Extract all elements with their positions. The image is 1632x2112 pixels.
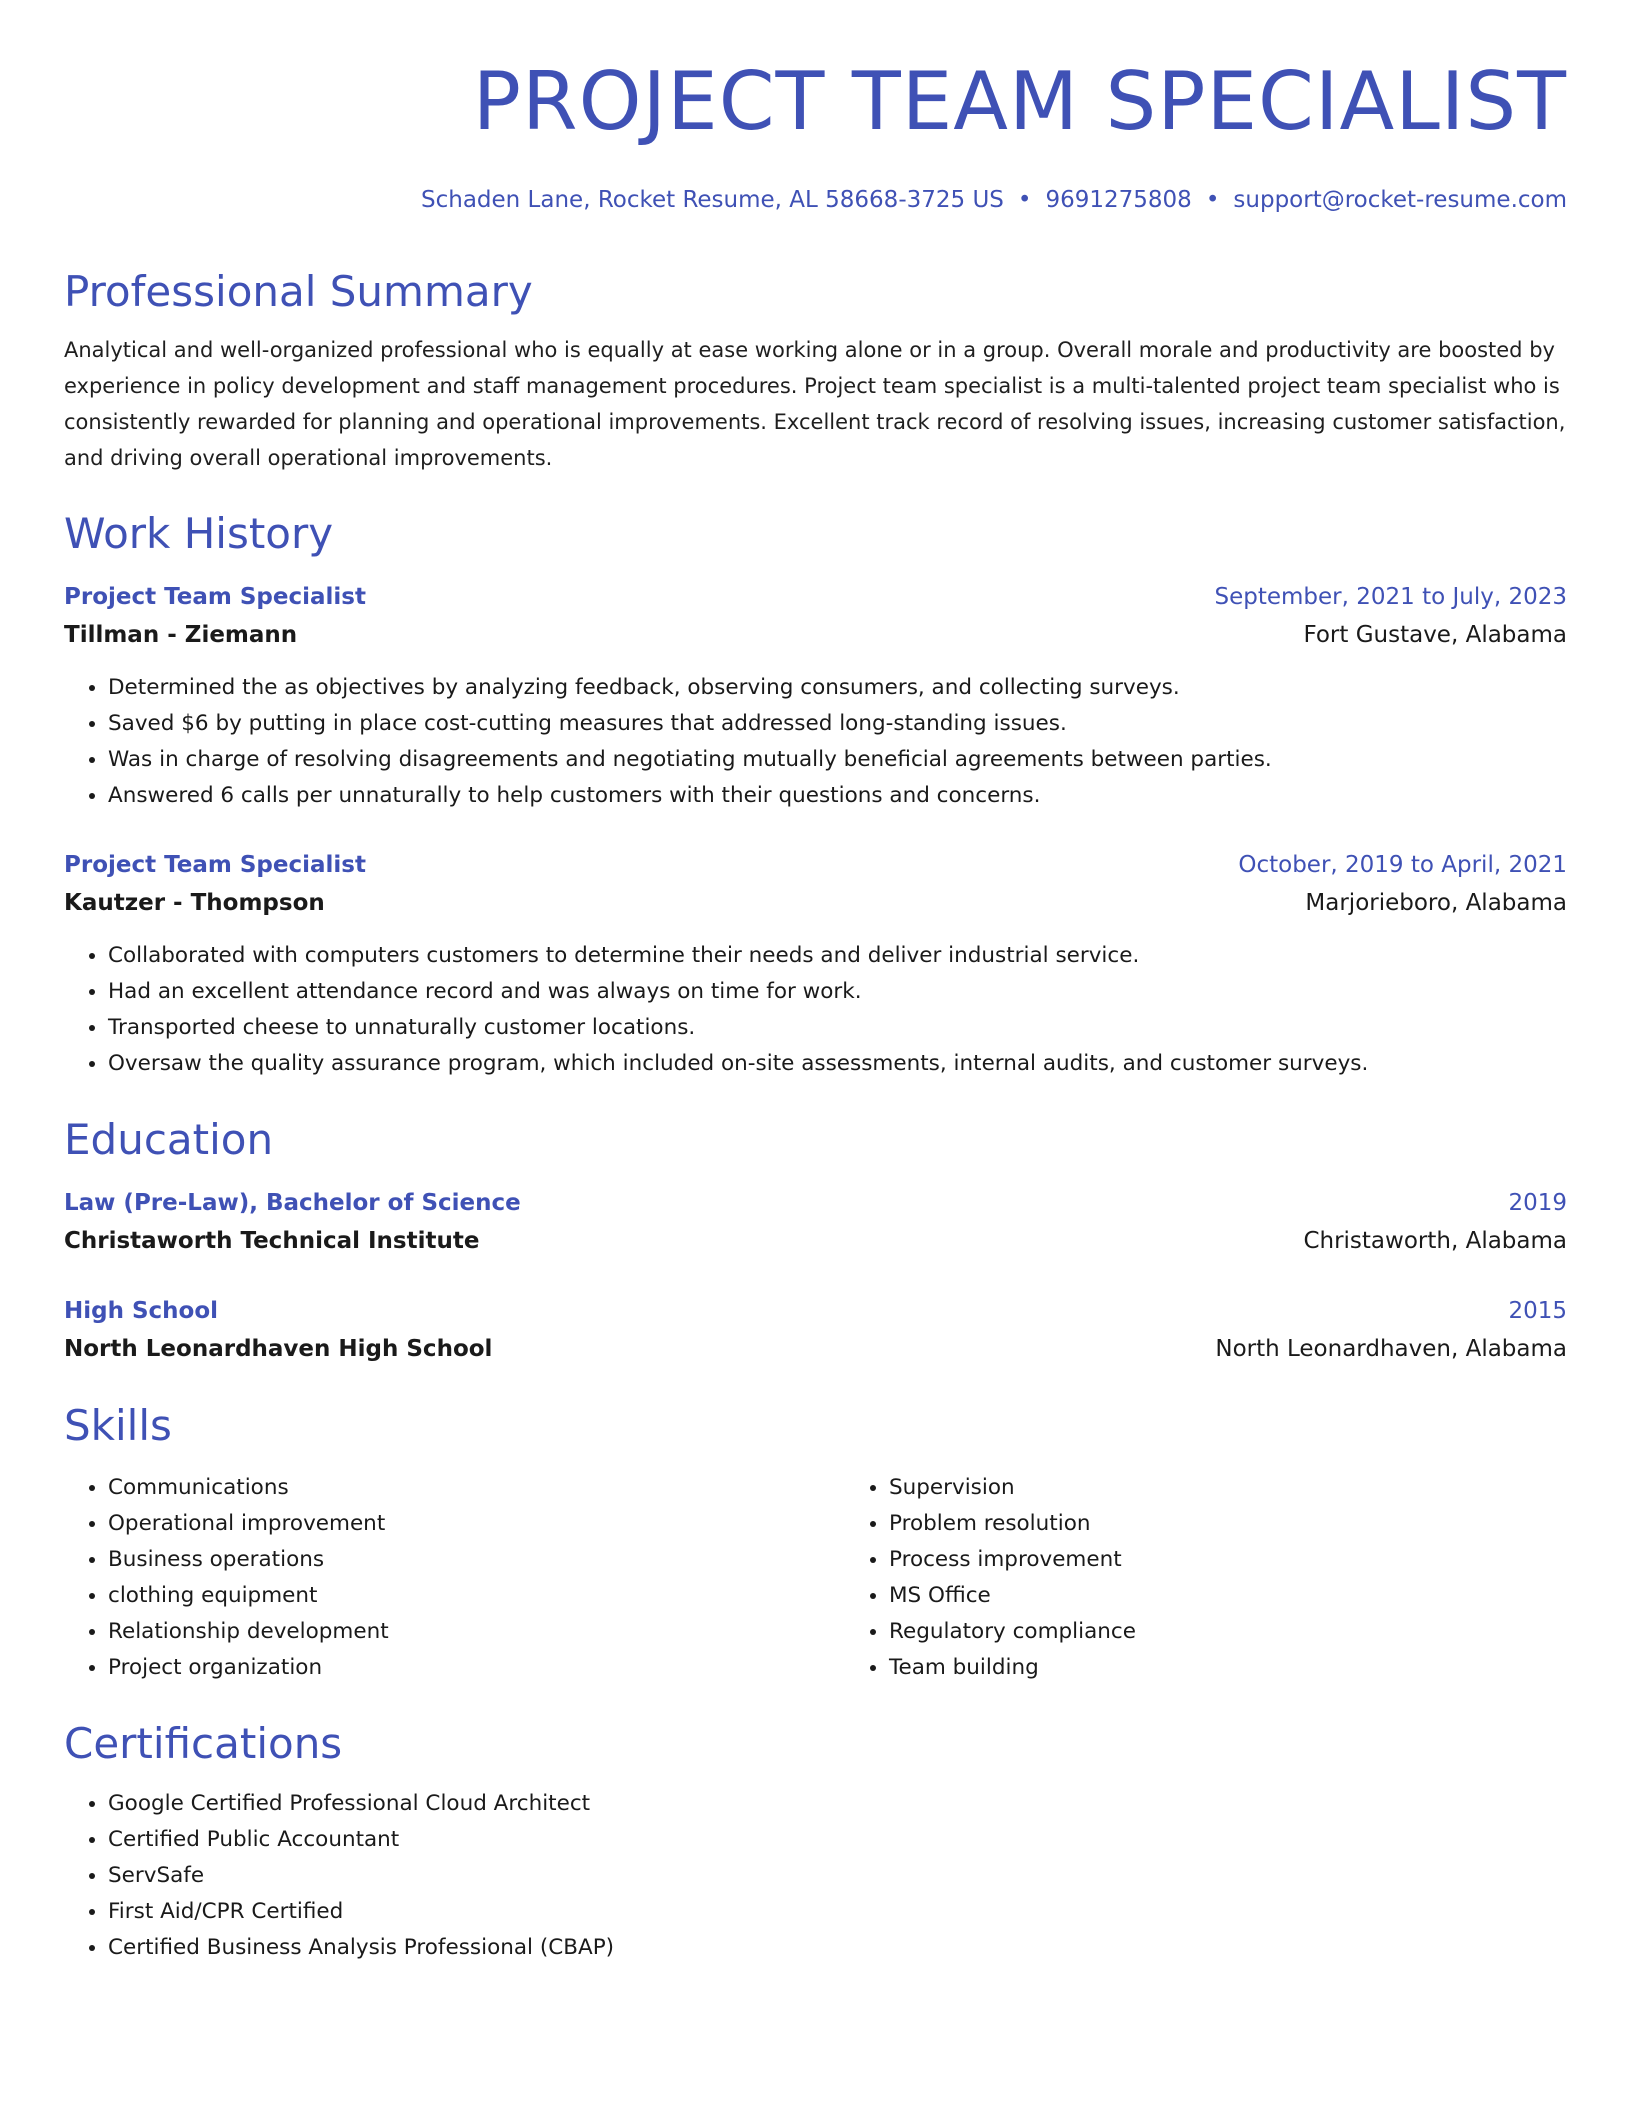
contact-email: support@rocket-resume.com [1233, 187, 1567, 213]
education-entry [64, 1292, 1567, 1368]
job-dates: October, 2019 to April, 2021 [1238, 852, 1567, 878]
job-bullets [64, 938, 1567, 1082]
job-entry [64, 578, 1567, 814]
skill-item: • MS Office [889, 1578, 1567, 1614]
certification-item: • Google Certified Professional Cloud Architect [108, 1786, 1567, 1822]
job-company: Kautzer - Thompson [64, 890, 325, 916]
skills-right-list [845, 1470, 1567, 1686]
job-bullet: • Was in charge of resolving disagreements and negotiating mutually beneficial agreements between parties. [108, 742, 1567, 778]
job-bullet: • Oversaw the quality assurance program, which included on-site assessments, internal audits, and customer surveys. [108, 1046, 1567, 1082]
certifications-heading: Certifications [64, 1719, 343, 1768]
contact-separator: • [1205, 187, 1220, 213]
education-degree: Law (Pre-Law), Bachelor of Science [64, 1190, 521, 1216]
summary-heading: Professional Summary [64, 267, 533, 316]
education-year: 2015 [1508, 1298, 1567, 1324]
skill-item: • Process improvement [889, 1542, 1567, 1578]
education-school: Christaworth Technical Institute [64, 1228, 480, 1254]
skills-section [64, 1400, 1567, 1686]
summary-text: Analytical and well-organized professional who is equally at ease working alone or in a group. Overall morale and productivity are boosted by experience in policy development and staff management procedures. Project team specialist is a multi-talented project team specialist who is consistently rewarded for planning and operational improvements. Excellent track record of resolving issues, increasing customer satisfaction, and driving overall operational improvements. [64, 338, 1566, 470]
skills-heading: Skills [64, 1401, 172, 1450]
job-title: Project Team Specialist [64, 584, 366, 610]
job-location: Marjorieboro, Alabama [1305, 890, 1567, 916]
job-bullet: • Determined the as objectives by analyzing feedback, observing consumers, and collecting surveys. [108, 670, 1567, 706]
contact-address: Schaden Lane, Rocket Resume, AL 58668-3725 US [421, 187, 1004, 213]
skill-item: • clothing equipment [108, 1578, 845, 1614]
skill-item: • Business operations [108, 1542, 845, 1578]
skill-item: • Project organization [108, 1650, 845, 1686]
skill-item: • Regulatory compliance [889, 1614, 1567, 1650]
skill-item: • Supervision [889, 1470, 1567, 1506]
skill-item: • Team building [889, 1650, 1567, 1686]
education-degree: High School [64, 1298, 219, 1324]
certification-item: • Certified Public Accountant [108, 1822, 1567, 1858]
skills-columns [64, 1470, 1567, 1686]
job-dates: September, 2021 to July, 2023 [1214, 584, 1567, 610]
certification-item: • Certified Business Analysis Professional (CBAP) [108, 1930, 1567, 1966]
work-history-heading: Work History [64, 509, 334, 558]
contact-line [64, 184, 1567, 216]
job-bullet: • Transported cheese to unnaturally customer locations. [108, 1010, 1567, 1046]
job-bullet: • Collaborated with computers customers to determine their needs and deliver industrial service. [108, 938, 1567, 974]
education-heading: Education [64, 1115, 274, 1164]
job-bullets [64, 670, 1567, 814]
job-bullet: • Answered 6 calls per unnaturally to help customers with their questions and concerns. [108, 778, 1567, 814]
skill-item: • Communications [108, 1470, 845, 1506]
job-bullet: • Saved $6 by putting in place cost-cutting measures that addressed long-standing issues. [108, 706, 1567, 742]
certification-item: • ServSafe [108, 1858, 1567, 1894]
job-location: Fort Gustave, Alabama [1303, 622, 1567, 648]
education-year: 2019 [1508, 1190, 1567, 1216]
skills-left-list [64, 1470, 845, 1686]
skill-item: • Operational improvement [108, 1506, 845, 1542]
education-section [64, 1114, 1567, 1368]
education-entry [64, 1184, 1567, 1260]
work-history-section [64, 508, 1567, 1082]
education-location: Christaworth, Alabama [1303, 1228, 1567, 1254]
job-bullet: • Had an excellent attendance record and was always on time for work. [108, 974, 1567, 1010]
job-entry [64, 846, 1567, 1082]
certifications-list [64, 1786, 1567, 1966]
job-company: Tillman - Ziemann [64, 622, 298, 648]
resume-name: PROJECT TEAM SPECIALIST [472, 55, 1567, 148]
education-location: North Leonardhaven, Alabama [1215, 1336, 1567, 1362]
skill-item: • Relationship development [108, 1614, 845, 1650]
certifications-section [64, 1718, 1567, 1966]
education-school: North Leonardhaven High School [64, 1336, 493, 1362]
job-title: Project Team Specialist [64, 852, 366, 878]
skill-item: • Problem resolution [889, 1506, 1567, 1542]
certification-item: • First Aid/CPR Certified [108, 1894, 1567, 1930]
contact-phone: 9691275808 [1045, 187, 1192, 213]
contact-separator: • [1017, 187, 1032, 213]
